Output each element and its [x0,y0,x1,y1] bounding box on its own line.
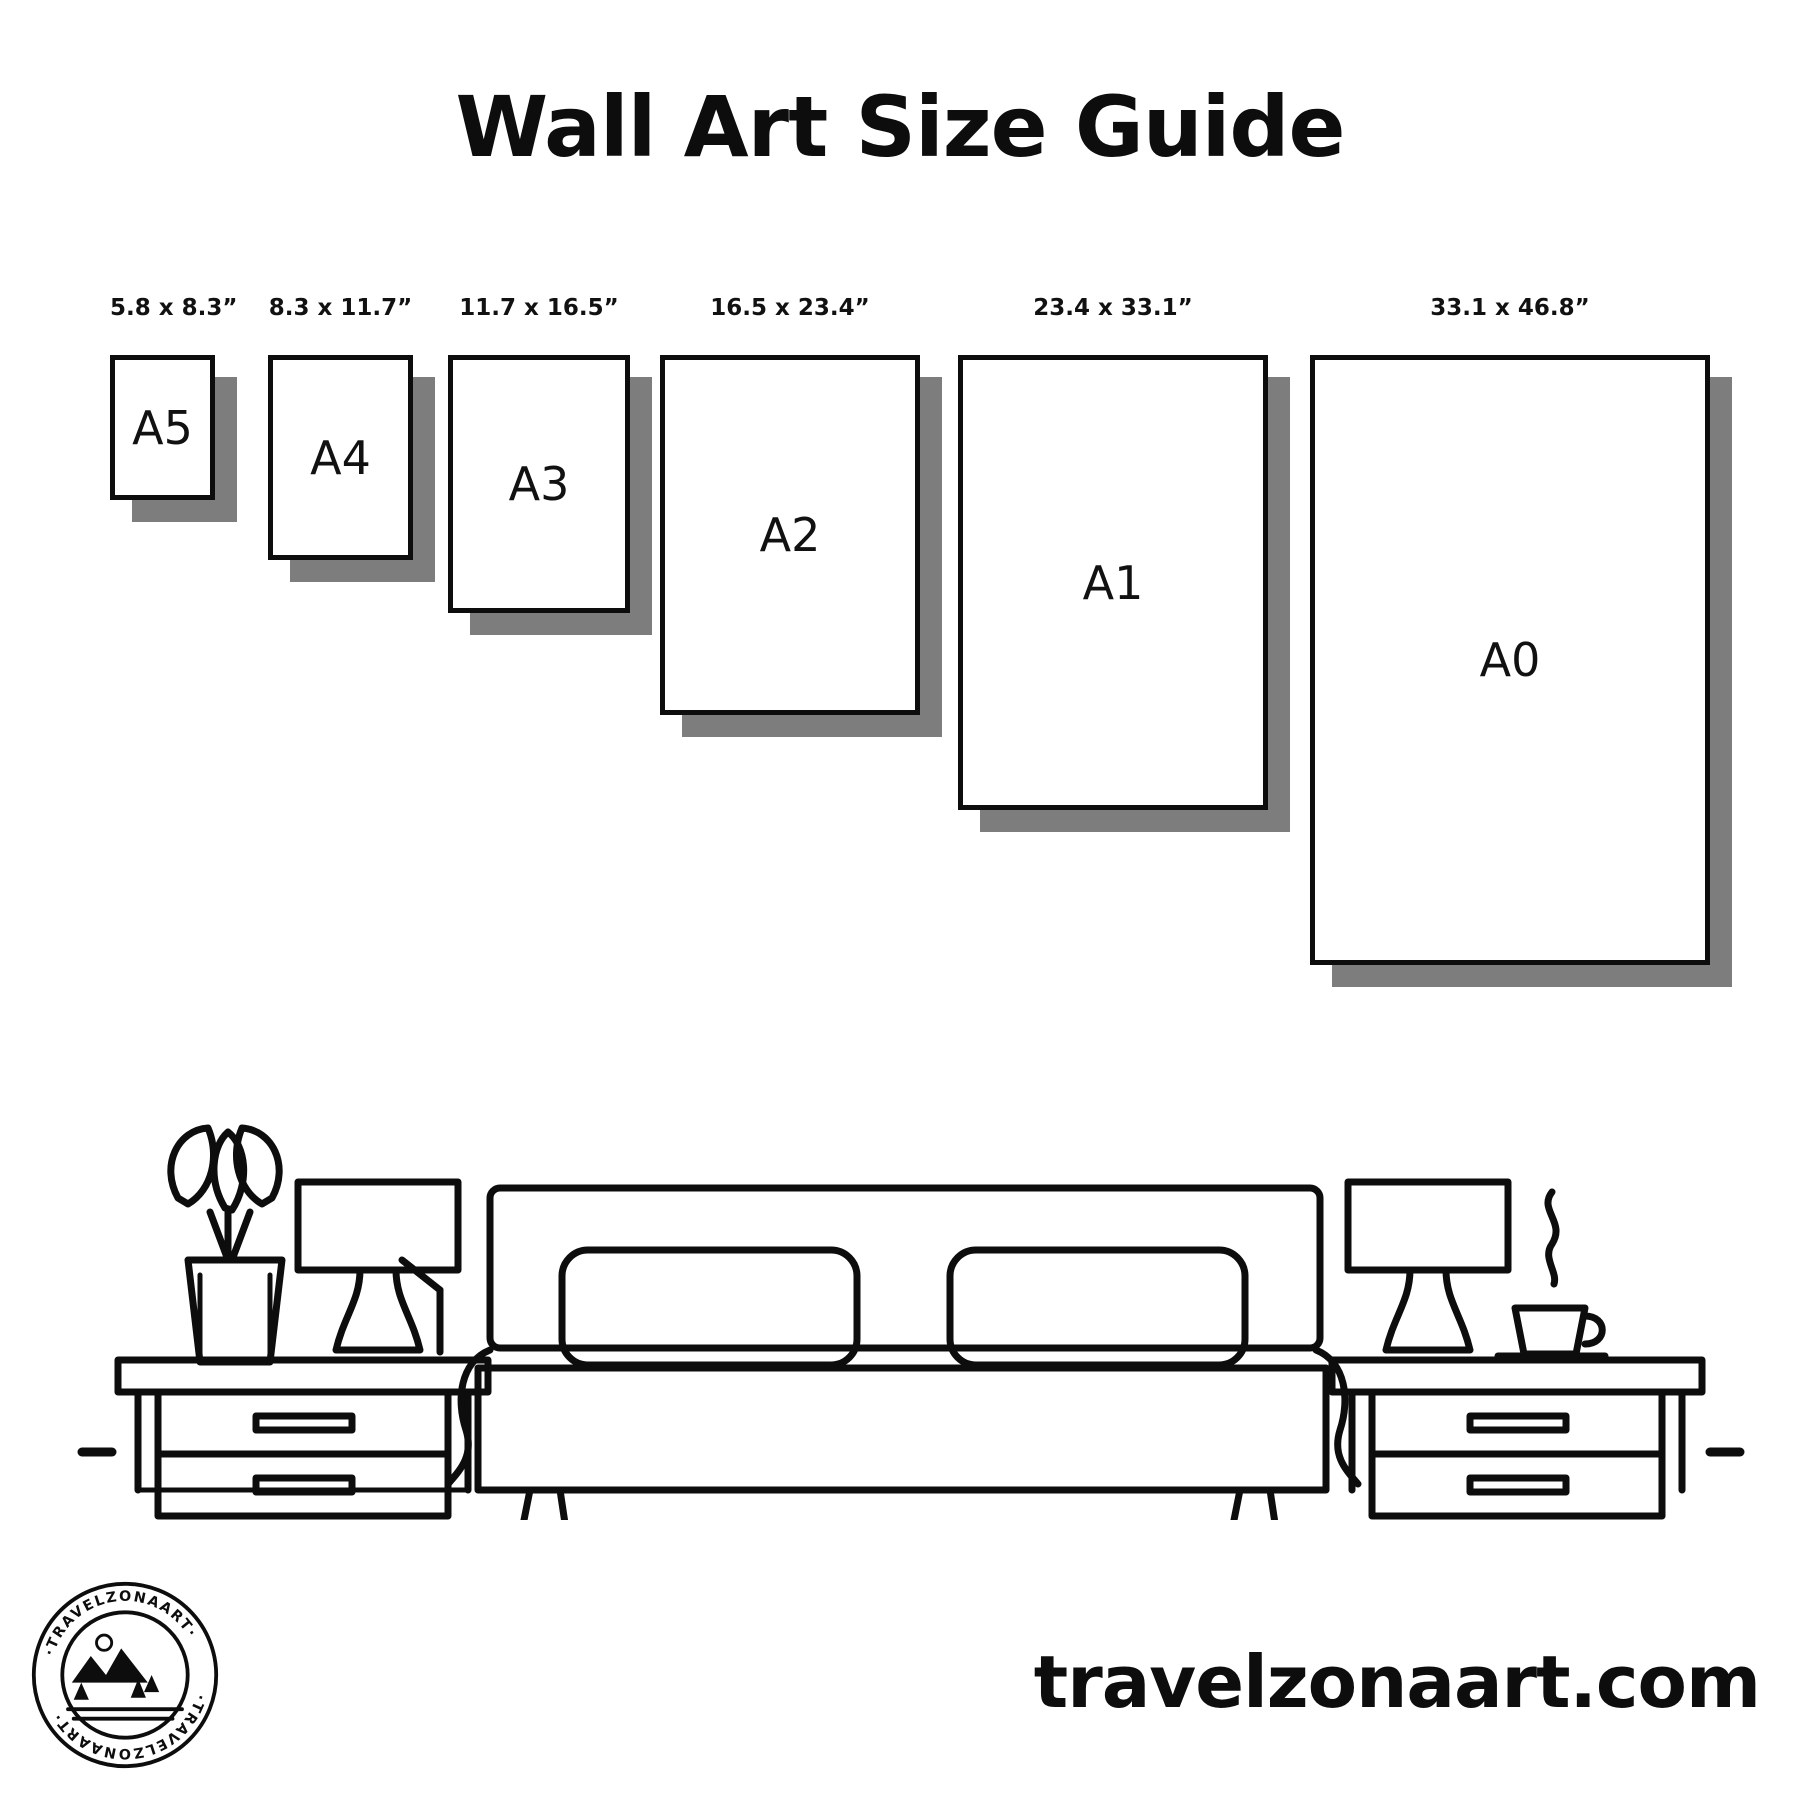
frame-a2[interactable] [660,355,920,715]
right-nightstand [1332,1360,1702,1516]
frame-dimension-label: 5.8 x 8.3” [110,295,238,321]
frame-a1[interactable] [958,355,1268,810]
frame-size-name: A3 [508,457,570,511]
frame-a0[interactable] [1310,355,1710,965]
frame-size-name: A0 [1479,633,1541,687]
left-nightstand [118,1360,488,1516]
frame-size-name: A1 [1082,555,1144,610]
frame-group-a3 [448,295,630,635]
frame-size-name: A2 [759,508,821,562]
frame-group-a5 [110,295,238,522]
frame-dimension-label: 16.5 x 23.4” [710,295,870,321]
frame-a4[interactable] [268,355,413,560]
frame-dimension-label: 8.3 x 11.7” [268,295,413,321]
frame-group-a0 [1310,295,1710,987]
left-table-lamp [298,1182,458,1352]
frame-group-a4 [268,295,413,582]
page-title: Wall Art Size Guide [455,78,1345,176]
frame-a3[interactable] [448,355,630,613]
svg-text:·TRAVELZONAART·: ·TRAVELZONAART· [41,1588,201,1658]
website-url[interactable]: travelzonaart.com [1033,1640,1760,1724]
frame-a5[interactable] [110,355,215,500]
svg-text:·TRAVELZONAART·: ·TRAVELZONAART· [49,1692,209,1762]
bedroom-illustration [60,960,1760,1520]
frame-dimension-label: 23.4 x 33.1” [1033,295,1193,321]
frame-group-a2 [660,295,920,737]
frame-dimension-label: 33.1 x 46.8” [1430,295,1590,321]
frame-group-a1 [958,295,1268,832]
frame-size-name: A4 [310,430,371,485]
frame-size-name: A5 [132,400,193,455]
travelzonaart-logo [30,1580,220,1770]
plant-vase [171,1128,282,1362]
right-table-lamp [1348,1182,1508,1350]
coffee-cup [1498,1192,1605,1356]
bed [180,1188,1710,1520]
frame-dimension-label: 11.7 x 16.5” [459,295,619,321]
